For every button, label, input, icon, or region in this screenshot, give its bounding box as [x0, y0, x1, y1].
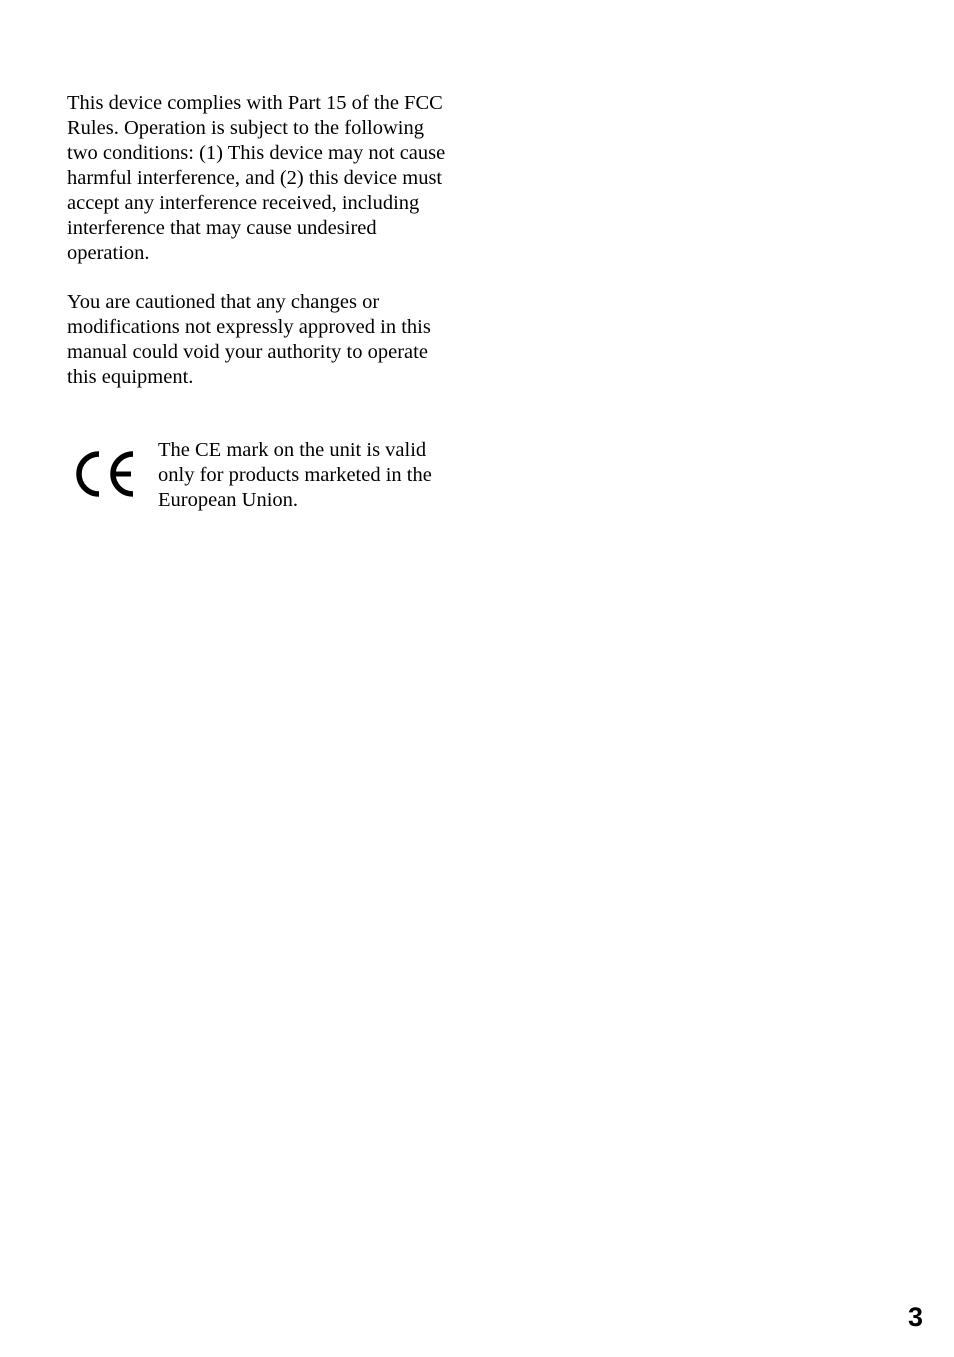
ce-notice: [67, 438, 447, 548]
ce-mark-icon: [75, 450, 135, 498]
page-number: 3: [907, 1302, 923, 1332]
fcc-compliance-section: [67, 91, 447, 390]
ce-notice-text: The CE mark on the unit is valid only for products marketed in the European Union.: [158, 439, 432, 511]
modification-caution-paragraph: You are cautioned that any changes or modifications not expressly approved in this manual could void your authority to operate this equipment.: [67, 291, 431, 388]
fcc-compliance-paragraph: This device complies with Part 15 of the FCC Rules. Operation is subject to the following two conditions: (1) This device may not cause harmful interference, and (2) this device must accept any interference received, including interference that may cause undesired operation.: [67, 92, 446, 264]
